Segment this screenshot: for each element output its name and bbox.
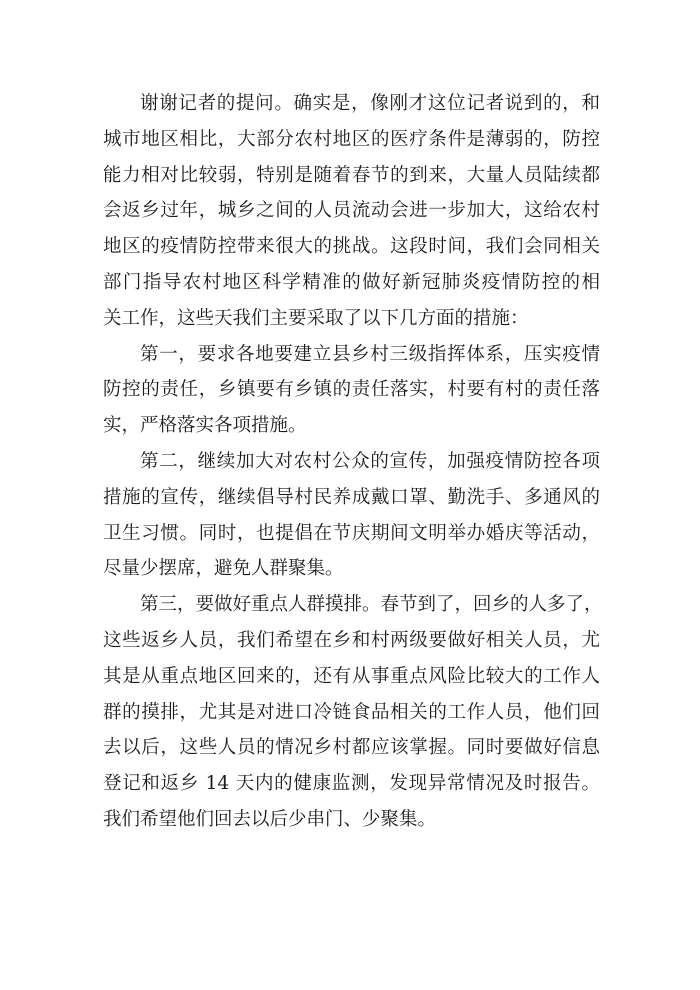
text-line: 其是从重点地区回来的，还有从事重点风险比较大的工作人 [103, 665, 600, 687]
text-line: 登记和返乡 14 天内的健康监测，发现异常情况及时报告。 [103, 773, 600, 795]
text-line: 地区的疫情防控带来很大的挑战。这段时间，我们会同相关 [103, 236, 600, 258]
text-line: 措施的宣传，继续倡导村民养成戴口罩、勤洗手、多通风的 [103, 486, 600, 508]
text-line: 我们希望他们回去以后少串门、少聚集。 [103, 808, 437, 830]
text-line: 第一，要求各地要建立县乡村三级指挥体系，压实疫情 [140, 343, 600, 365]
text-line: 群的摸排，尤其是对进口冷链食品相关的工作人员，他们回 [103, 701, 600, 723]
text-line: 谢谢记者的提问。确实是，像刚才这位记者说到的，和 [140, 93, 600, 114]
text-line: 部门指导农村地区科学精准的做好新冠肺炎疫情防控的相 [103, 271, 600, 293]
text-line: 关工作，这些天我们主要采取了以下几方面的措施： [103, 307, 529, 329]
text-line: 能力相对比较弱，特别是随着春节的到来，大量人员陆续都 [103, 164, 600, 186]
paragraph-second-measure [103, 444, 600, 587]
text-line: 第三，要做好重点人群摸排。春节到了，回乡的人多了， [140, 594, 603, 616]
text-line: 尽量少摆席，避免人群聚集。 [103, 558, 344, 580]
text-line: 防控的责任，乡镇要有乡镇的责任落实，村要有村的责任落 [103, 379, 600, 401]
text-line: 会返乡过年，城乡之间的人员流动会进一步加大，这给农村 [103, 200, 600, 222]
text-line: 实，严格落实各项措施。 [103, 415, 307, 437]
document-body [103, 86, 603, 838]
paragraph-intro [103, 86, 600, 337]
paragraph-first-measure [103, 337, 600, 444]
text-line: 去以后，这些人员的情况乡村都应该掌握。同时要做好信息 [103, 737, 600, 759]
text-line: 第二，继续加大对农村公众的宣传，加强疫情防控各项 [140, 450, 600, 472]
text-line: 这些返乡人员，我们希望在乡和村两级要做好相关人员，尤 [103, 629, 600, 651]
text-line: 城市地区相比，大部分农村地区的医疗条件是薄弱的，防控 [103, 128, 600, 150]
paragraph-third-measure [103, 587, 603, 838]
text-line: 卫生习惯。同时，也提倡在节庆期间文明举办婚庆等活动， [103, 522, 600, 544]
